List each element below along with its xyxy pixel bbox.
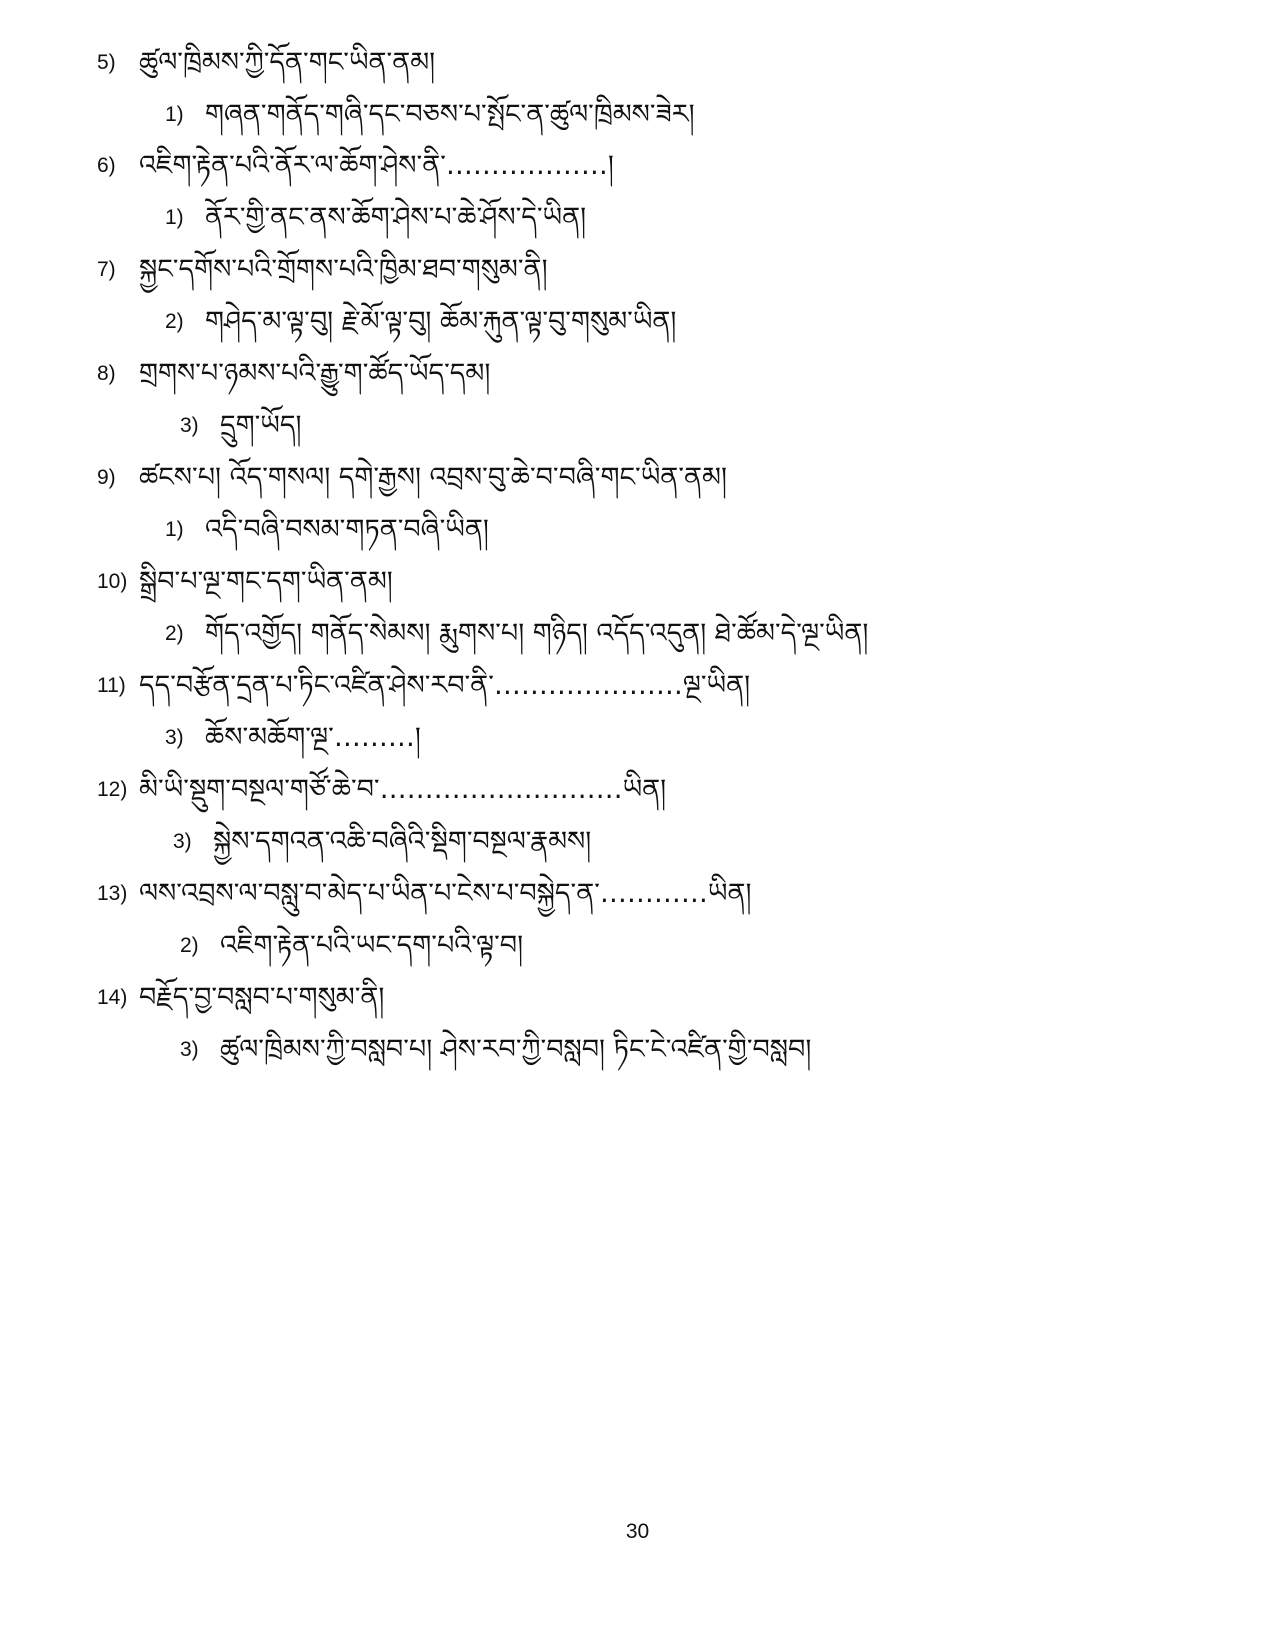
question-text: བརྗོད་བྱ་བསླབ་པ་གསུམ་ནི།	[139, 982, 385, 1013]
question-text: དད་བརྩོན་དྲན་པ་ཏིང་འཛིན་ཤེས་རབ་ནི་…………………ལྔ་ཡིན།	[139, 670, 751, 701]
answer-7	[165, 308, 676, 335]
question-number: 8)	[97, 362, 116, 385]
question-14	[97, 984, 384, 1011]
page-number: 30	[625, 1520, 650, 1543]
question-8	[97, 360, 490, 387]
question-7	[97, 256, 548, 283]
answer-5	[165, 101, 695, 128]
answer-10	[165, 620, 868, 647]
answer-8	[180, 412, 302, 439]
question-11	[97, 672, 750, 699]
question-6	[97, 152, 614, 179]
answer-text: སྐྱེས་དགའན་འཆི་བཞིའི་སྡིག་བསྔལ་རྣམས།	[213, 826, 592, 857]
answer-text: འཇིག་རྟེན་པའི་ཡང་དག་པའི་ལྟ་བ།	[220, 930, 524, 961]
answer-9	[165, 516, 489, 543]
question-number: 5)	[97, 51, 116, 74]
question-text: ལས་འབྲས་ལ་བསླུ་བ་མེད་པ་ཡིན་པ་ངེས་པ་བསྐྱེད་ན་…………ཡིན།	[139, 878, 752, 909]
question-13	[97, 880, 751, 907]
question-12	[97, 776, 666, 803]
answer-11	[165, 724, 421, 751]
question-number: 6)	[97, 154, 116, 177]
answer-number: 2)	[165, 310, 184, 333]
answer-number: 2)	[165, 622, 184, 645]
question-text: སྒྲིབ་པ་ལྔ་གང་དག་ཡིན་ནམ།	[139, 566, 393, 597]
answer-number: 1)	[165, 103, 184, 126]
question-number: 12)	[97, 778, 128, 801]
question-9	[97, 464, 727, 491]
question-text: མི་ཡི་སྡུག་བསྔལ་གཙོ་ཆེ་བ་………………………ཡིན།	[139, 774, 667, 805]
question-number: 13)	[97, 882, 128, 905]
answer-text: གཤེད་མ་ལྟ་བུ། རྗེ་མོ་ལྟ་བུ། ཆོམ་རྐུན་ལྟ་བུ་གསུམ་ཡིན།	[205, 306, 677, 337]
answer-text: གཞན་གནོད་གཞི་དང་བཅས་པ་སྤོང་ན་ཚུལ་ཁྲིམས་ཟེར།	[205, 99, 695, 130]
question-number: 9)	[97, 466, 116, 489]
answer-number: 3)	[180, 1038, 199, 1061]
question-number: 7)	[97, 258, 116, 281]
question-text: འཇིག་རྟེན་པའི་ནོར་ལ་ཆོག་ཤེས་ནི་………………།	[139, 150, 614, 181]
question-text: ཚུལ་ཁྲིམས་ཀྱི་དོན་གང་ཡིན་ནམ།	[139, 47, 436, 78]
answer-number: 1)	[165, 518, 184, 541]
answer-12	[173, 828, 591, 855]
question-number: 10)	[97, 570, 128, 593]
answer-number: 3)	[173, 830, 192, 853]
answer-6	[165, 204, 586, 231]
answer-text: འདི་བཞི་བསམ་གཏན་བཞི་ཡིན།	[205, 514, 489, 545]
answer-number: 3)	[165, 726, 184, 749]
answer-number: 1)	[165, 206, 184, 229]
answer-number: 2)	[180, 934, 199, 957]
question-5	[97, 49, 435, 76]
answer-text: ཆོས་མཆོག་ལྔ་………།	[205, 722, 421, 753]
answer-text: ཚུལ་ཁྲིམས་ཀྱི་བསླབ་པ། ཤེས་རབ་ཀྱི་བསླབ། ཏིང་ངེ་འཛིན་གྱི་བསླབ།	[220, 1034, 812, 1065]
question-number: 14)	[97, 986, 128, 1009]
question-text: གྲགས་པ་ཉམས་པའི་རྒྱུ་ག་ཚོད་ཡོད་དམ།	[139, 358, 491, 389]
question-10	[97, 568, 393, 595]
answer-text: དྲུག་ཡོད།	[220, 410, 302, 441]
question-text: སྐྱང་དགོས་པའི་གྲོགས་པའི་ཁྱིམ་ཐབ་གསུམ་ནི།	[139, 254, 548, 285]
question-text: ཚངས་པ། འོད་གསལ། དགེ་རྒྱས། འབྲས་བུ་ཆེ་བ་བཞི་གང་ཡིན་ནམ།	[139, 462, 727, 493]
question-number: 11)	[97, 674, 126, 697]
answer-text: གོད་འགྱོད། གནོད་སེམས། རྨུགས་པ། གཉིད། འདོད་འདུན། ཐེ་ཚོམ་དེ་ལྔ་ཡིན།	[205, 618, 869, 649]
answer-number: 3)	[180, 414, 199, 437]
answer-13	[180, 932, 523, 959]
answer-text: ནོར་གྱི་ནང་ནས་ཆོག་ཤེས་པ་ཆེ་ཤོས་དེ་ཡིན།	[205, 202, 587, 233]
answer-14	[180, 1036, 811, 1063]
